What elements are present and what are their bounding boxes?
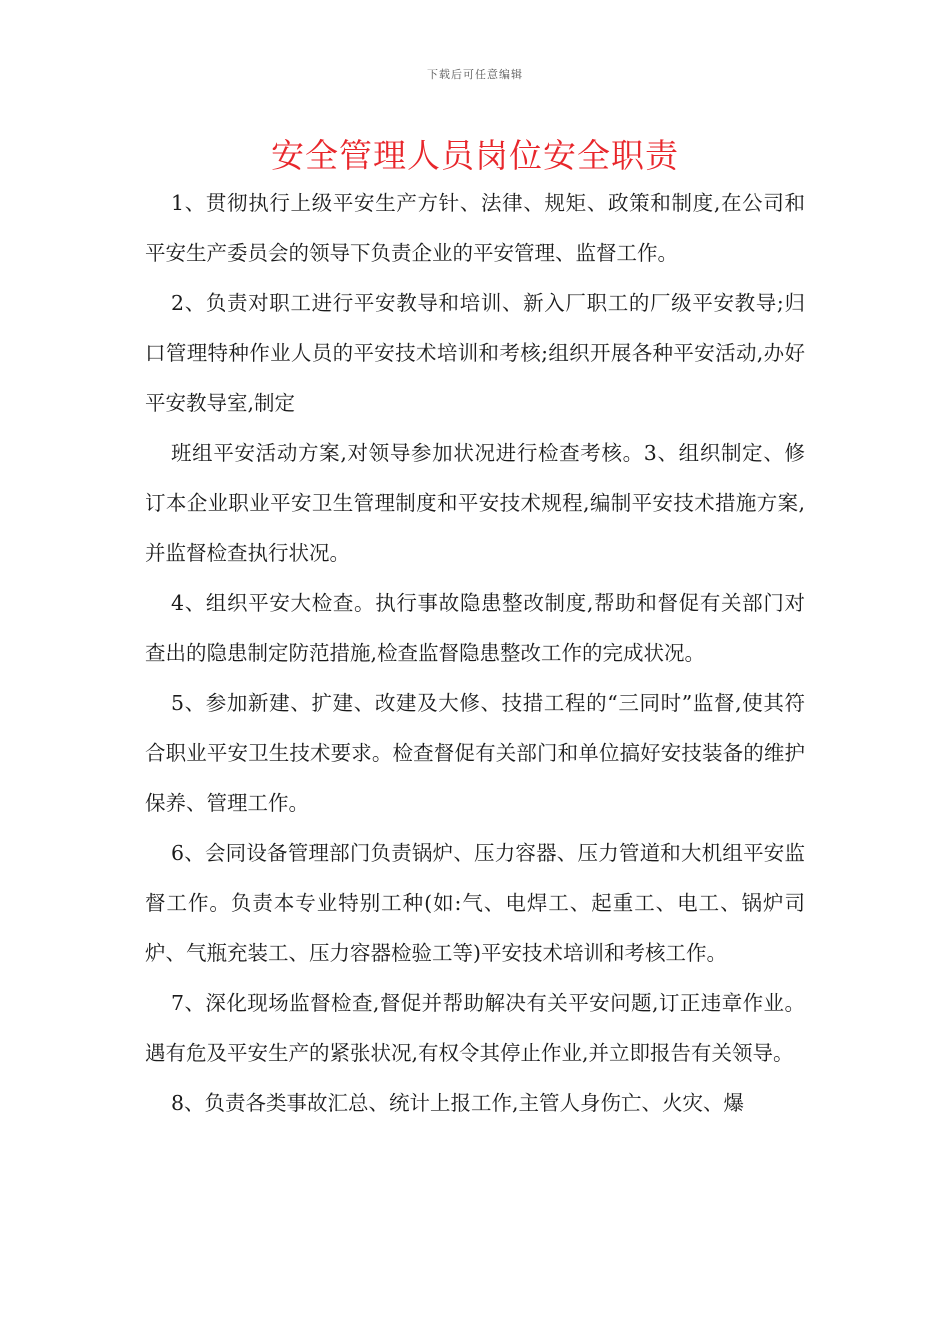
document-body: [145, 178, 805, 1128]
header-note: 下载后可任意编辑: [427, 68, 523, 81]
paragraph-7: 7、深化现场监督检查,督促并帮助解决有关平安问题,订正违章作业。遇有危及平安生产的紧张状况,有权令其停止作业,并立即报告有关领导。: [145, 991, 805, 1065]
paragraph-5: 5、参加新建、扩建、改建及大修、技措工程的“三同时”监督,使其符合职业平安卫生技术要求。检查督促有关部门和单位搞好安技装备的维护保养、管理工作。: [145, 691, 805, 815]
paragraph-1: 1、贯彻执行上级平安生产方针、法律、规矩、政策和制度,在公司和平安生产委员会的领导下负责企业的平安管理、监督工作。: [145, 191, 805, 265]
paragraph-8: 8、负责各类事故汇总、统计上报工作,主管人身伤亡、火灾、爆: [171, 1091, 745, 1115]
paragraph-6: 6、会同设备管理部门负责锅炉、压力容器、压力管道和大机组平安监督工作。负责本专业特别工种(如:气、电焊工、起重工、电工、锅炉司炉、气瓶充装工、压力容器检验工等)平安技术培训和考核工作。: [145, 841, 805, 965]
paragraph-2: 2、负责对职工进行平安教导和培训、新入厂职工的厂级平安教导;归口管理特种作业人员的平安技术培训和考核;组织开展各种平安活动,办好平安教导室,制定: [145, 291, 805, 415]
paragraph-3: 班组平安活动方案,对领导参加状况进行检查考核。3、组织制定、修订本企业职业平安卫生管理制度和平安技术规程,编制平安技术措施方案,并监督检查执行状况。: [145, 441, 805, 565]
document-title: 安全管理人员岗位安全职责: [271, 136, 679, 175]
paragraph-4: 4、组织平安大检查。执行事故隐患整改制度,帮助和督促有关部门对查出的隐患制定防范措施,检查监督隐患整改工作的完成状况。: [145, 591, 805, 665]
